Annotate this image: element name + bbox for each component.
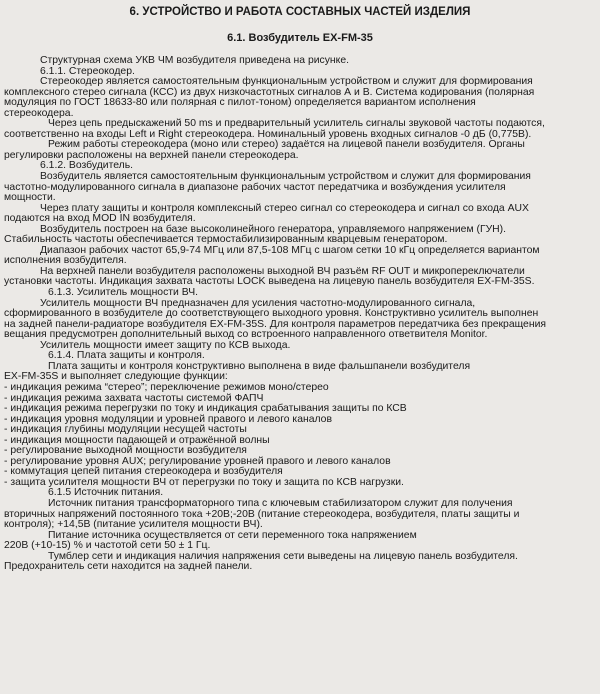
text-line: частотно-модулированного сигнала в диапазоне рабочих частот передатчика и возбуждения усилителя <box>4 181 506 193</box>
text-line: комплексного стерео сигнала (КСС) из двух низкочастотных сигналов А и В. Система кодирования (полярная <box>4 86 535 98</box>
text-line: Возбудитель является самостоятельным функциональным устройством и служит для формирования <box>40 171 531 183</box>
subsection-title: 6.1. Возбудитель EX-FM-35 <box>227 32 373 44</box>
text-line: Питание источника осуществляется от сети переменного тока напряжением <box>48 529 417 541</box>
text-line: Стабильность частоты обеспечивается термостабилизированным кварцевым генератором. <box>4 234 448 246</box>
text-line: 6.1.3. Усилитель мощности ВЧ. <box>48 287 199 299</box>
section-title: 6. УСТРОЙСТВО И РАБОТА СОСТАВНЫХ ЧАСТЕЙ ИЗДЕЛИЯ <box>129 6 471 18</box>
text-line: модуляция по ГОСТ 18633-80 или полярная с пилот-тоном) определяется вариантом исполнения <box>4 97 476 109</box>
function-item: - индикация глубины модуляции несущей частоты <box>4 424 247 436</box>
text-line: На верхней панели возбудителя расположены выходной ВЧ разъём RF OUT и микропереключатели <box>40 265 525 277</box>
text-line: Стереокодер является самостоятельным функциональным устройством и служит для формирования <box>40 76 533 88</box>
functions-list <box>4 383 584 488</box>
function-item: - индикация режима захвата частоты системой ФАПЧ <box>4 392 264 404</box>
text-line: Источник питания трансформаторного типа с ключевым стабилизатором служит для получения <box>48 497 513 509</box>
text-line: 6.1.4. Плата защиты и контроля. <box>48 350 205 362</box>
text-line: Возбудитель построен на базе высоколинейного генератора, управляемого напряжением (ГУН). <box>40 223 507 235</box>
text-line: вторичных напряжений постоянного тока +20В;-20В (питание стереокодера, возбудителя, платы защиты и <box>4 508 520 520</box>
function-item: - регулирование выходной мощности возбудителя <box>4 445 247 457</box>
function-item: - индикация мощности падающей и отражённой волны <box>4 434 270 446</box>
text-line: контроля); +14,5В (питание усилителя мощности ВЧ). <box>4 519 263 531</box>
document-body <box>4 56 584 573</box>
main-text <box>4 56 584 383</box>
text-line: Через цепь предыскажений 50 ms и предварительный усилитель сигналы звуковой частоты подаются, <box>48 118 545 130</box>
text-line: 220В (+10-15) % и частотой сети 50 ± 1 Гц. <box>4 540 211 552</box>
text-line: подаются на вход MOD IN возбудителя. <box>4 213 196 225</box>
text-line: Предохранитель сети находится на задней панели. <box>4 561 253 573</box>
text-line: исполнения возбудителя. <box>4 255 127 267</box>
text-line: 6.1.2. Возбудитель. <box>40 160 134 172</box>
function-item: - регулирование уровня AUX; регулирование уровней правого и левого каналов <box>4 455 391 467</box>
text-line: EX-FM-35S и выполняет следующие функции: <box>4 371 228 383</box>
text-line: Через плату защиты и контроля комплексный стерео сигнал со стереокодера и сигнал со входа AUX <box>40 202 529 214</box>
text-line: Плата защиты и контроля конструктивно выполнена в виде фальшпанели возбудителя <box>48 360 471 372</box>
text-line: регулировки расположены на верхней панели стереокодера. <box>4 149 299 161</box>
text-line: на задней панели-радиаторе возбудителя EX-FM-35S. Для контроля параметров передатчика без прекращения <box>4 318 546 330</box>
text-line: Тумблер сети и индикация наличия напряжения сети выведены на лицевую панель возбудителя. <box>48 550 518 562</box>
text-line: соответственно на входы Left и Right стереокодера. Номинальный уровень входных сигналов -0 дБ (0,775В). <box>4 128 532 140</box>
text-line: мощности. <box>4 192 56 204</box>
text-line: Диапазон рабочих частот 65,9-74 МГц или 87,5-108 МГц с шагом сетки 10 кГц определяется вариантом <box>40 244 540 256</box>
text-line: Усилитель мощности ВЧ предназначен для усиления частотно-модулированного сигнала, <box>40 297 476 309</box>
tail-text <box>4 488 584 572</box>
text-line: сформированного в возбудителе до соответствующего выходного уровня. Конструктивно усилитель выполнен <box>4 308 539 320</box>
text-line: 6.1.1. Стереокодер. <box>40 65 135 77</box>
text-line: стереокодера. <box>4 107 74 119</box>
text-line: установки частоты. Индикация захвата частоты LOCK выведена на лицевую панель возбудителя EX-FM-35S. <box>4 276 535 288</box>
text-line: Структурная схема УКВ ЧМ возбудителя приведена на рисунке. <box>40 55 350 66</box>
function-item: - коммутация цепей питания стереокодера и возбудителя <box>4 466 283 478</box>
text-line: Режим работы стереокодера (моно или стерео) задаётся на лицевой панели возбудителя. Органы <box>48 139 525 151</box>
function-item: - защита усилителя мощности ВЧ от перегрузки по току и защита по КСВ нагрузки. <box>4 476 404 488</box>
text-line: Усилитель мощности имеет защиту по КСВ выхода. <box>40 339 291 351</box>
function-item: - индикация режима “стерео”; переключение режимов моно/стерео <box>4 381 329 393</box>
function-item: - индикация режима перегрузки по току и индикация срабатывания защиты по КСВ <box>4 403 407 415</box>
text-line: 6.1.5 Источник питания. <box>48 487 164 499</box>
text-line: вещания предусмотрен дополнительный выход со встроенного направленного ответвителя Monitor. <box>4 329 488 341</box>
function-item: - индикация уровня модуляции и уровней правого и левого каналов <box>4 413 332 425</box>
